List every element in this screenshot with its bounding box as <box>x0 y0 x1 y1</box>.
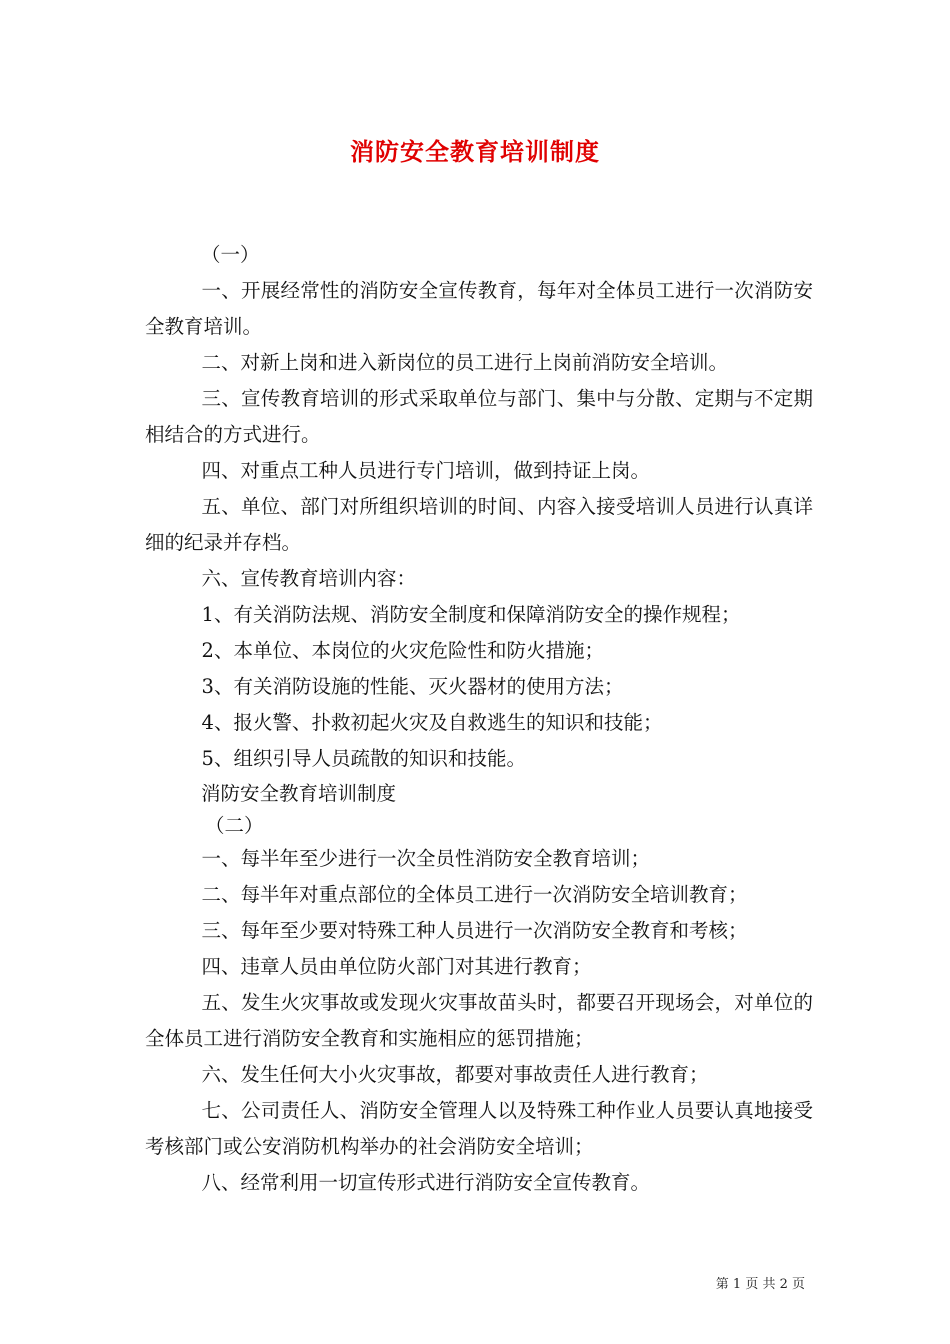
section2-item: 五、发生火灾事故或发现火灾事故苗头时，都要召开现场会，对单位的全体员工进行消防安全教育和实施相应的惩罚措施； <box>145 991 813 1050</box>
section2-item: 一、每半年至少进行一次全员性消防安全教育培训； <box>201 847 651 870</box>
section1-item: 四、对重点工种人员进行专门培训，做到持证上岗。 <box>201 459 651 482</box>
section1-item: 三、宣传教育培训的形式采取单位与部门、集中与分散、定期与不定期相结合的方式进行。 <box>145 387 813 446</box>
section2-item: 六、发生任何大小火灾事故，都要对事故责任人进行教育； <box>201 1063 709 1086</box>
section2-item: 七、公司责任人、消防安全管理人以及特殊工种作业人员要认真地接受考核部门或公安消防机构举办的社会消防安全培训； <box>145 1099 813 1158</box>
section2-item: 八、经常利用一切宣传形式进行消防安全宣传教育。 <box>201 1171 651 1194</box>
document-title: 消防安全教育培训制度 <box>350 138 600 166</box>
section1-item: 五、单位、部门对所组织培训的时间、内容入接受培训人员进行认真详细的纪录并存档。 <box>145 495 813 554</box>
document-body <box>145 237 813 1201</box>
section1-item: 六、宣传教育培训内容： <box>201 567 417 590</box>
section1-heading: （一） <box>201 243 260 266</box>
section2-item: 二、每半年对重点部位的全体员工进行一次消防安全培训教育； <box>201 883 748 906</box>
content-list-item: 3、有关消防设施的性能、灭火器材的使用方法； <box>201 675 624 698</box>
section1-item: 二、对新上岗和进入新岗位的员工进行上岗前消防安全培训。 <box>201 351 729 374</box>
page-number: 第 1 页 共 2 页 <box>715 1277 805 1292</box>
subtitle-repeat: 消防安全教育培训制度 <box>201 782 397 805</box>
content-list-item: 5、组织引导人员疏散的知识和技能。 <box>201 747 526 770</box>
content-list-item: 2、本单位、本岗位的火灾危险性和防火措施； <box>201 639 604 662</box>
section1-item: 一、开展经常性的消防安全宣传教育，每年对全体员工进行一次消防安全教育培训。 <box>145 279 813 338</box>
section2-item: 四、违章人员由单位防火部门对其进行教育； <box>201 955 592 978</box>
section2-heading: （二） <box>205 814 264 837</box>
section2-item: 三、每年至少要对特殊工种人员进行一次消防安全教育和考核； <box>201 919 748 942</box>
content-list-item: 1、有关消防法规、消防安全制度和保障消防安全的操作规程； <box>201 603 741 626</box>
content-list-item: 4、报火警、扑救初起火灾及自救逃生的知识和技能； <box>201 711 663 734</box>
